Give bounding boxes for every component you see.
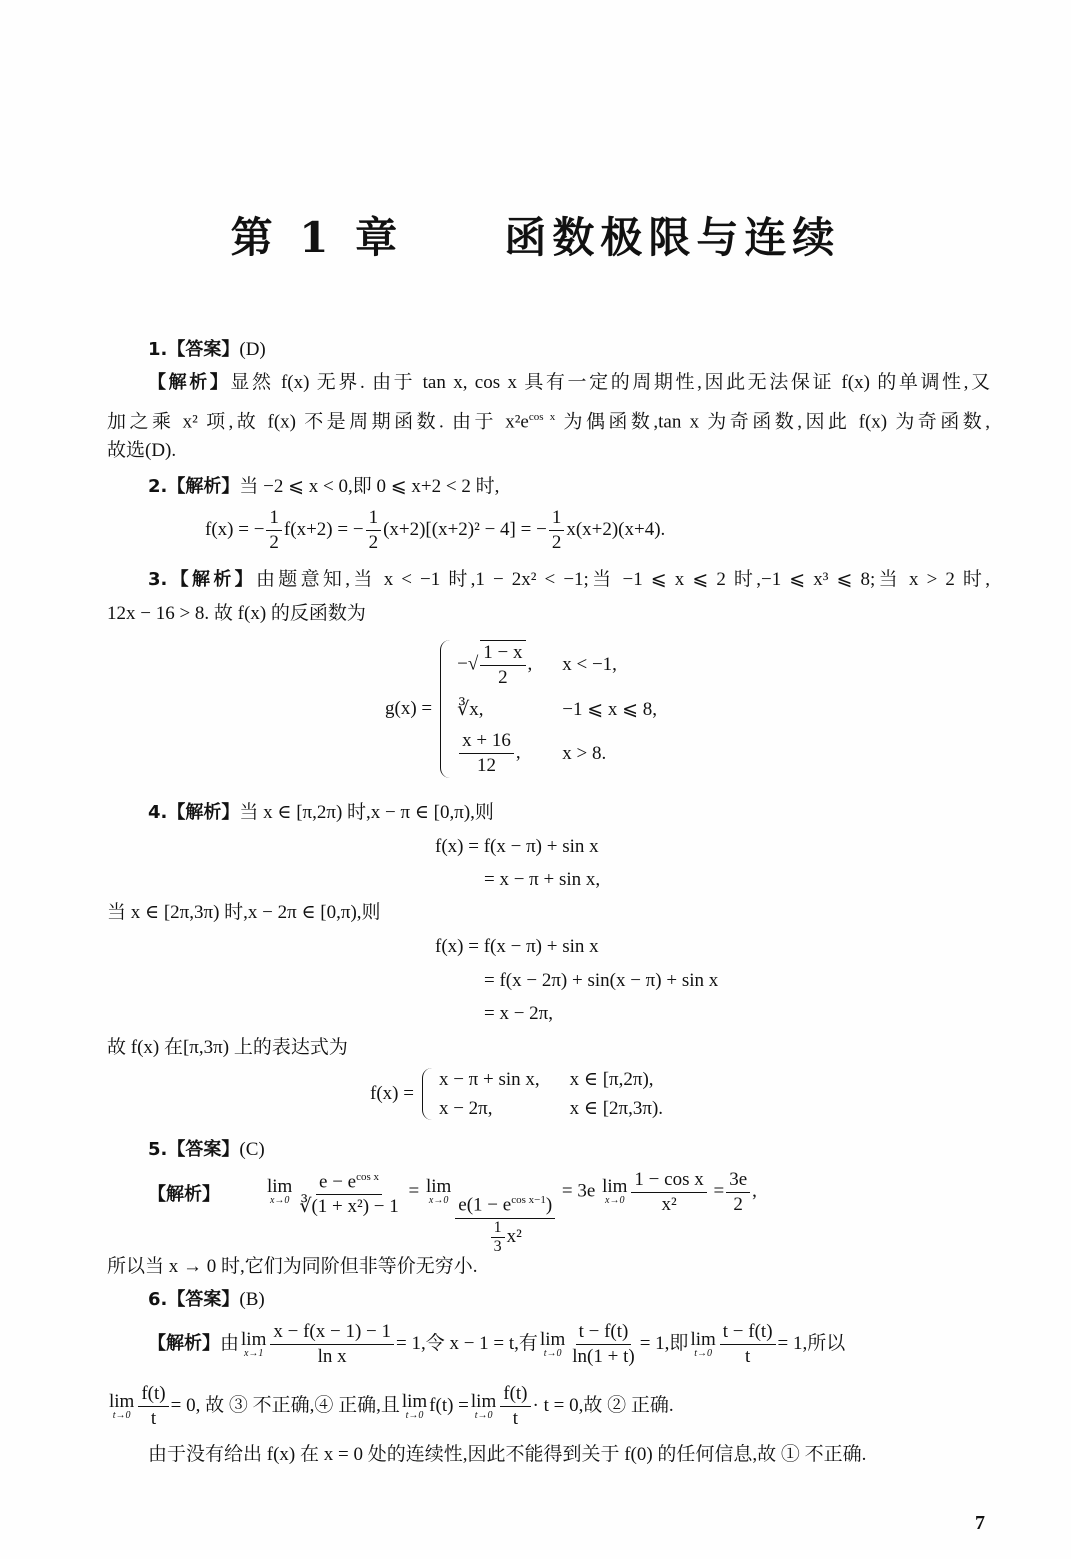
q4-analysis: 4.【解析】当 x ∈ [π,2π) 时,x − π ∈ [0,π),则 — [148, 802, 494, 823]
q6-answer: 6.【答案】(B) — [148, 1289, 265, 1310]
q1-answer: 1.【答案】(D) — [148, 339, 266, 360]
chapter-title — [0, 205, 1071, 265]
q3-analysis-line1: 3.【解析】由题意知,当 x < −1 时,1 − 2x² < −1;当 −1 ⩽ x ⩽ 2 时,−1 ⩽ x³ ⩽ 8;当 x > 2 时, — [148, 569, 990, 590]
q4-eq2: = x − π + sin x, — [484, 869, 601, 890]
chapter-number: 第 1 章 — [230, 213, 404, 262]
q4-eq5: = x − 2π, — [484, 1003, 554, 1024]
q5-formula: lim x→0 $\frac{e - e^{cos x}}{\text{∛(1 + x²) − 1}}$ = lim x→0 $e(1 - e^{cos x-1})$ $\frac{1}{3}$ x² = 3e lim x→0 $\frac{\text{1 − cos x}}{\text{x²}}$ = $\frac{3e}{2}$ , — [265, 1165, 757, 1256]
q6-analysis-line1: 【解析】由 lim x→1 $\frac{x - f(x - 1) - 1}{\text{ln x}}$ = 1,令 x − 1 = t,有 lim t→0 $\frac{t - f(t)}{\ln(1 + t)}$ = 1,即 lim t→0 $\frac{t - f(t)}{t}$ = 1,所以 — [148, 1321, 846, 1368]
q6-analysis-line3: 由于没有给出 f(x) 在 x = 0 处的连续性,因此不能得到关于 f(0) 的任何信息,故 ① 不正确. — [148, 1444, 867, 1465]
q4-eq1: f(x) = f(x − π) + sin x — [435, 836, 599, 857]
q3-piecewise-g: g(x) = −√ $\frac{1 - x}{2}$ , x < −1, ∛x, −1 ⩽ x ⩽ 8, $\frac{x + 16}{12}$ , x > 8. — [385, 642, 658, 776]
q3-analysis-line2: 12x − 16 > 8. 故 f(x) 的反函数为 — [107, 603, 366, 624]
q4-eq4: = f(x − 2π) + sin(x − π) + sin x — [484, 970, 719, 991]
q2-analysis: 2.【解析】当 −2 ⩽ x < 0,即 0 ⩽ x+2 < 2 时, — [148, 476, 500, 497]
q4-piecewise-f: f(x) = x − π + sin x, x ∈ [π,2π), x − 2π, x ∈ [2π,3π). — [370, 1068, 664, 1119]
q4-eq3: f(x) = f(x − π) + sin x — [435, 936, 599, 957]
q5-conclusion: 所以当 x → 0 时,它们为同阶但非等价无穷小. — [107, 1256, 478, 1277]
q2-formula: f(x) = − $\frac{1}{2}$ f(x+2) = − $\frac{1}{2}$ (x+2)[(x+2)² − 4] = − $\frac{1}{2}$ x(x+2)(x+4). — [205, 507, 666, 554]
chapter-name: 函数极限与连续 — [504, 213, 841, 262]
q1-analysis-line2: 加之乘 x² 项,故 f(x) 不是周期函数. 由于 $x^2e^{cos x}$ 为偶函数,tan x 为奇函数,因此 f(x) 为奇函数, — [107, 411, 990, 433]
q4-line2: 当 x ∈ [2π,3π) 时,x − 2π ∈ [0,π),则 — [107, 902, 381, 923]
q1-analysis-line1: 【解析】显然 f(x) 无界. 由于 tan x, cos x 具有一定的周期性,因此无法保证 f(x) 的单调性,又 — [148, 372, 990, 393]
page-number: 7 — [975, 1512, 985, 1534]
q5-answer: 5.【答案】(C) — [148, 1139, 265, 1160]
q1-analysis-line3: 故选(D). — [107, 440, 177, 461]
q5-analysis-label: 【解析】 — [148, 1184, 220, 1205]
q6-analysis-line2: lim t→0 $\frac{f(t)}{t}$ = 0, 故 ③ 不正确,④ 正确,且 lim t→0 f(t) = lim t→0 $\frac{f(t)}{t}$ · t = 0,故 ② 正确. — [109, 1383, 674, 1430]
q4-line3: 故 f(x) 在[π,3π) 上的表达式为 — [107, 1037, 348, 1058]
